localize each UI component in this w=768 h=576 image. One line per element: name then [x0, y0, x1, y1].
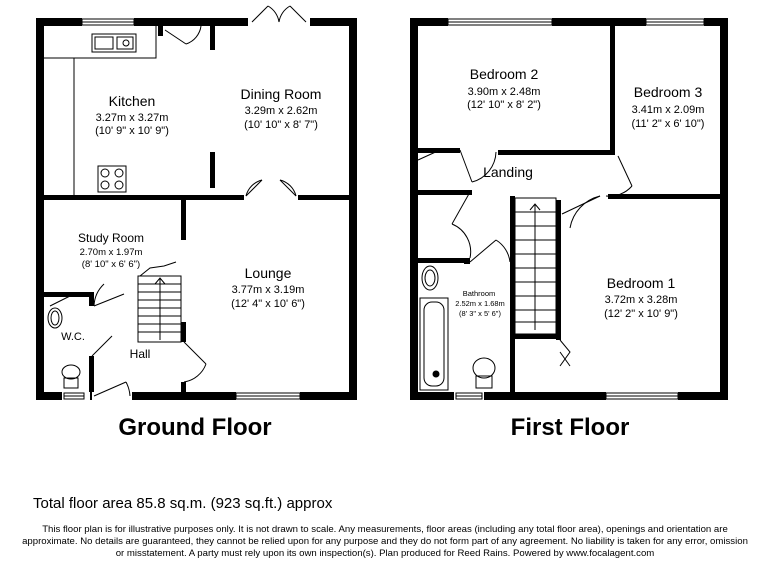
ground-floor-stairs: [138, 262, 181, 342]
hall-label: Hall: [129, 347, 151, 361]
kitchen-imperial: (10' 9" x 10' 9"): [95, 125, 169, 137]
bedroom1-label: Bedroom 1: [606, 275, 676, 291]
total-floor-area: Total floor area 85.8 sq.m. (923 sq.ft.) approx: [33, 495, 333, 512]
bedroom1-imperial: (12' 2" x 10' 9"): [604, 308, 678, 320]
bathroom-metric: 2.52m x 1.68m: [455, 299, 505, 308]
dining-imperial: (10' 10" x 8' 7"): [244, 119, 318, 131]
kitchen-label: Kitchen: [108, 93, 156, 109]
room-labels: [61, 66, 704, 441]
first-floor-outer-walls: [410, 18, 728, 400]
wc-door: [50, 296, 70, 306]
ground-floor-interior-walls: [44, 26, 349, 392]
study-metric: 2.70m x 1.97m: [79, 247, 143, 258]
toilet-icon: [62, 365, 80, 379]
bedroom3-metric: 3.41m x 2.09m: [631, 104, 705, 116]
bedroom3-label: Bedroom 3: [633, 84, 703, 100]
bathroom-fittings: [420, 266, 495, 390]
ground-floor-title: Ground Floor: [118, 414, 272, 441]
lounge-imperial: (12' 4" x 10' 6"): [231, 298, 305, 310]
first-floor-stairs: [515, 198, 556, 334]
first-floor-title: First Floor: [510, 414, 630, 441]
study-door: [94, 294, 124, 306]
bedroom2-imperial: (12' 10" x 8' 2"): [467, 99, 541, 111]
wc-label: W.C.: [61, 331, 85, 343]
bedroom2-label: Bedroom 2: [469, 66, 539, 82]
kitchen-back-door: [165, 26, 201, 44]
kitchen-metric: 3.27m x 3.27m: [95, 112, 169, 124]
bedroom1-metric: 3.72m x 3.28m: [604, 294, 678, 306]
lounge-double-door: [246, 180, 296, 196]
bathroom-toilet-icon: [473, 358, 495, 378]
dining-label: Dining Room: [240, 86, 322, 102]
wc-fittings: [48, 308, 80, 388]
dining-metric: 3.29m x 2.62m: [244, 105, 318, 117]
study-label: Study Room: [77, 231, 145, 245]
first-floor-plan: [410, 18, 728, 400]
bedroom2-metric: 3.90m x 2.48m: [467, 86, 541, 98]
kitchen-units: [44, 26, 156, 195]
disclaimer-text: This floor plan is for illustrative purposes only. It is not drawn to scale. Any measurements, floor areas (including any total floor area), openings and orientation are approximate. No details are guaranteed, they cannot be relied upon for any purpose and they do not form part of any agreement. No liability is taken for any error, omission or misstatement. A party must rely upon its own inspection(s). Plan produced for Reed Rains. Powered by www.focalagent.com: [22, 524, 748, 559]
landing-label: Landing: [483, 164, 533, 180]
lounge-label: Lounge: [244, 265, 292, 281]
bathroom-label: Bathroom: [462, 289, 496, 298]
lounge-metric: 3.77m x 3.19m: [231, 284, 305, 296]
study-imperial: (8' 10" x 6' 6"): [81, 259, 141, 270]
first-floor-interior-walls: [418, 26, 720, 392]
bedroom3-imperial: (11' 2" x 6' 10"): [631, 118, 705, 130]
bathroom-imperial: (8' 3" x 5' 6"): [459, 309, 501, 318]
